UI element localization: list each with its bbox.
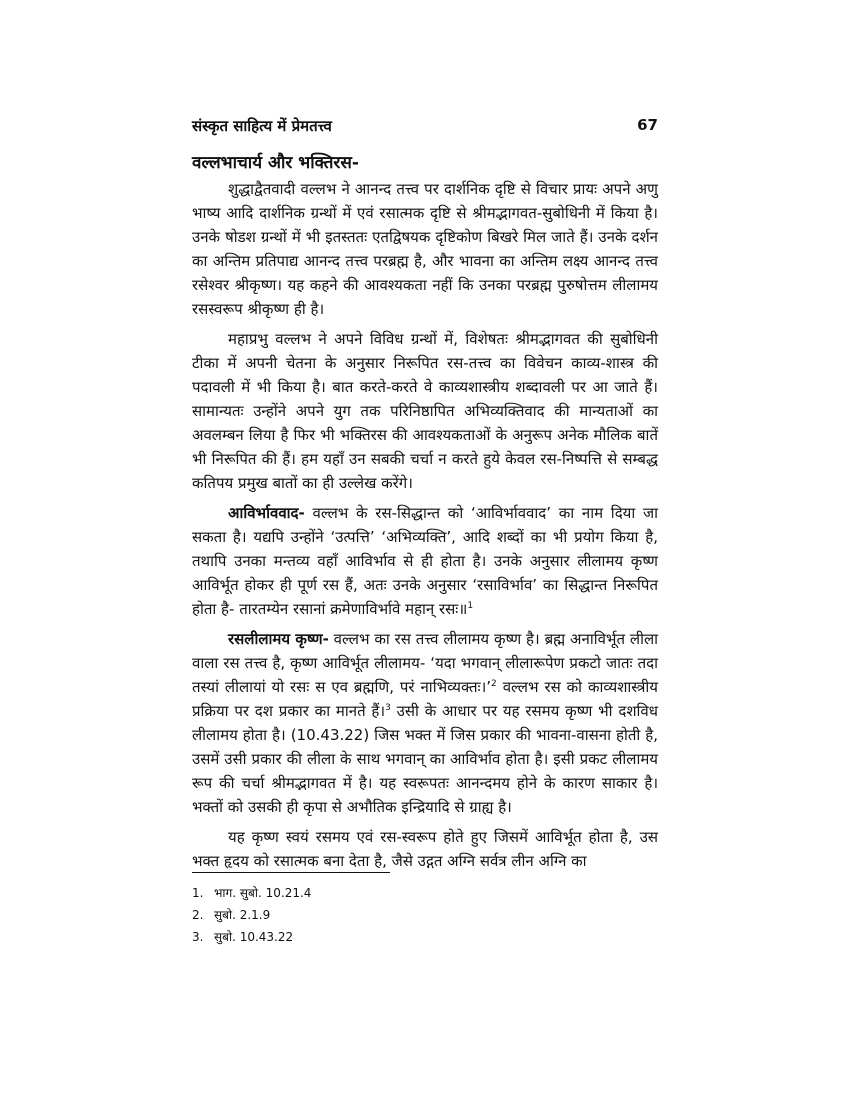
paragraph-4 — [192, 627, 658, 819]
paragraph-run-in-heading: आविर्भाववाद- — [228, 504, 305, 522]
footnotes — [192, 882, 658, 948]
page-number: 67 — [637, 116, 658, 134]
paragraph-text: वल्लभ के रस-सिद्धान्त को ‘आविर्भाववाद’ का नाम दिया जा सकता है। यद्यपि उन्होंने ‘उत्पत्ति’ ‘अभिव्यक्ति’, आदि शब्दों का भी प्रयोग किया है, तथापि उनका मन्तव्य वहाँ आविर्भाव से ही होता है। उनके अनुसार लीलामय कृष्ण आविर्भूत होकर ही पूर्ण रस हैं, अतः उनके अनुसार ‘रसाविर्भाव’ का सिद्धान्त निरूपित होता है- तारतम्येन रसानां क्रमेणाविर्भावे महान् रसः॥ — [192, 504, 658, 618]
footnote-ref: 3 — [385, 703, 391, 713]
footnote-item — [192, 904, 658, 926]
paragraph-text: शुद्धाद्वैतवादी वल्लभ ने आनन्द तत्त्व पर दार्शनिक दृष्टि से विचार प्रायः अपने अणु भाष्य आदि दार्शनिक ग्रन्थों में एवं रसात्मक दृष्टि से श्रीमद्भागवत-सुबोधिनी में किया है। उनके षोडश ग्रन्थों में भी इतस्ततः एतद्विषयक दृष्टिकोण बिखरे मिल जाते हैं। उनके दर्शन का अन्तिम प्रतिपाद्य आनन्द तत्त्व परब्रह्म है, और भावना का अन्तिम लक्ष्य आनन्द तत्त्व रसेश्वर श्रीकृष्ण। यह कहने की आवश्यकता नहीं कि उनका परब्रह्म पुरुषोत्तम लीलामय रसस्वरूप श्रीकृष्ण ही है। — [192, 180, 658, 318]
paragraph-2 — [192, 327, 658, 495]
paragraph-1 — [192, 177, 658, 321]
paragraph-5 — [192, 825, 658, 873]
footnote-text: भाग. सुबो. 10.21.4 — [214, 886, 312, 900]
footnote-number: 2. — [192, 908, 204, 922]
running-title: संस्कृत साहित्य में प्रेमतत्त्व — [192, 117, 332, 135]
footnote-text: सुबो. 10.43.22 — [214, 930, 294, 944]
footnote-number: 3. — [192, 930, 204, 944]
footnote-item — [192, 926, 658, 948]
footnote-number: 1. — [192, 886, 204, 900]
paragraph-text-cont: वल्लभ रस को काव्यशास्त्रीय प्रक्रिया पर दश प्रकार का मानते हैं। — [192, 678, 658, 720]
page-header — [192, 116, 658, 140]
section-heading: वल्लभाचार्य और भक्तिरस- — [192, 153, 359, 173]
footnote-ref: 2 — [491, 679, 497, 689]
footnote-divider — [192, 872, 390, 873]
footnote-ref: 1 — [467, 601, 474, 611]
footnote-text: सुबो. 2.1.9 — [214, 908, 271, 922]
footnote-item — [192, 882, 658, 904]
paragraph-text: वल्लभ का रस तत्त्व लीलामय कृष्ण है। ब्रह्म अनाविर्भूत लीला वाला रस तत्त्व है, कृष्ण आविर्भूत लीलामय- ‘यदा भगवान् लीलारूपेण प्रकटो जातः तदा तस्यां लीलायां यो रसः स एव ब्रह्मणि, परं नाभिव्यक्तः।’ — [192, 630, 659, 696]
paragraph-text: महाप्रभु वल्लभ ने अपने विविध ग्रन्थों में, विशेषतः श्रीमद्भागवत की सुबोधिनी टीका में अपनी चेतना के अनुसार निरूपित रस-तत्त्व का विवेचन काव्य-शास्त्र की पदावली में भी किया है। बात करते-करते वे काव्यशास्त्रीय शब्दावली पर आ जाते हैं। सामान्यतः उन्होंने अपने युग तक परिनिष्ठापित अभिव्यक्तिवाद की मान्यताओं का अवलम्बन लिया है फिर भी भक्तिरस की आवश्यकताओं के अनुरूप अनेक मौलिक बातें भी निरूपित की हैं। हम यहाँ उन सबकी चर्चा न करते हुये केवल रस-निष्पत्ति से सम्बद्ध कतिपय प्रमुख बातों का ही उल्लेख करेंगे। — [192, 330, 658, 492]
paragraph-text-cont: उसी के आधार पर यह रसमय कृष्ण भी दशविध लीलामय होता है। (10.43.22) जिस भक्त में जिस प्रकार की भावना-वासना होती है, उसमें उसी प्रकार की लीला के साथ भगवान् का आविर्भाव होता है। इसी प्रकट लीलामय रूप की चर्चा श्रीमद्भागवत में है। यह स्वरूपतः आनन्दमय होने के कारण साकार है। भक्तों को उसकी ही कृपा से अभौतिक इन्द्रियादि से ग्राह्य है। — [192, 702, 658, 816]
paragraph-run-in-heading: रसलीलामय कृष्ण- — [228, 630, 329, 648]
body-text — [192, 177, 658, 879]
paragraph-text: यह कृष्ण स्वयं रसमय एवं रस-स्वरूप होते हुए जिसमें आविर्भूत होता है, उस भक्त हृदय को रसात्मक बना देता है, जैसे उद्गत अग्नि सर्वत्र लीन अग्नि का — [192, 828, 658, 870]
paragraph-3 — [192, 501, 658, 621]
